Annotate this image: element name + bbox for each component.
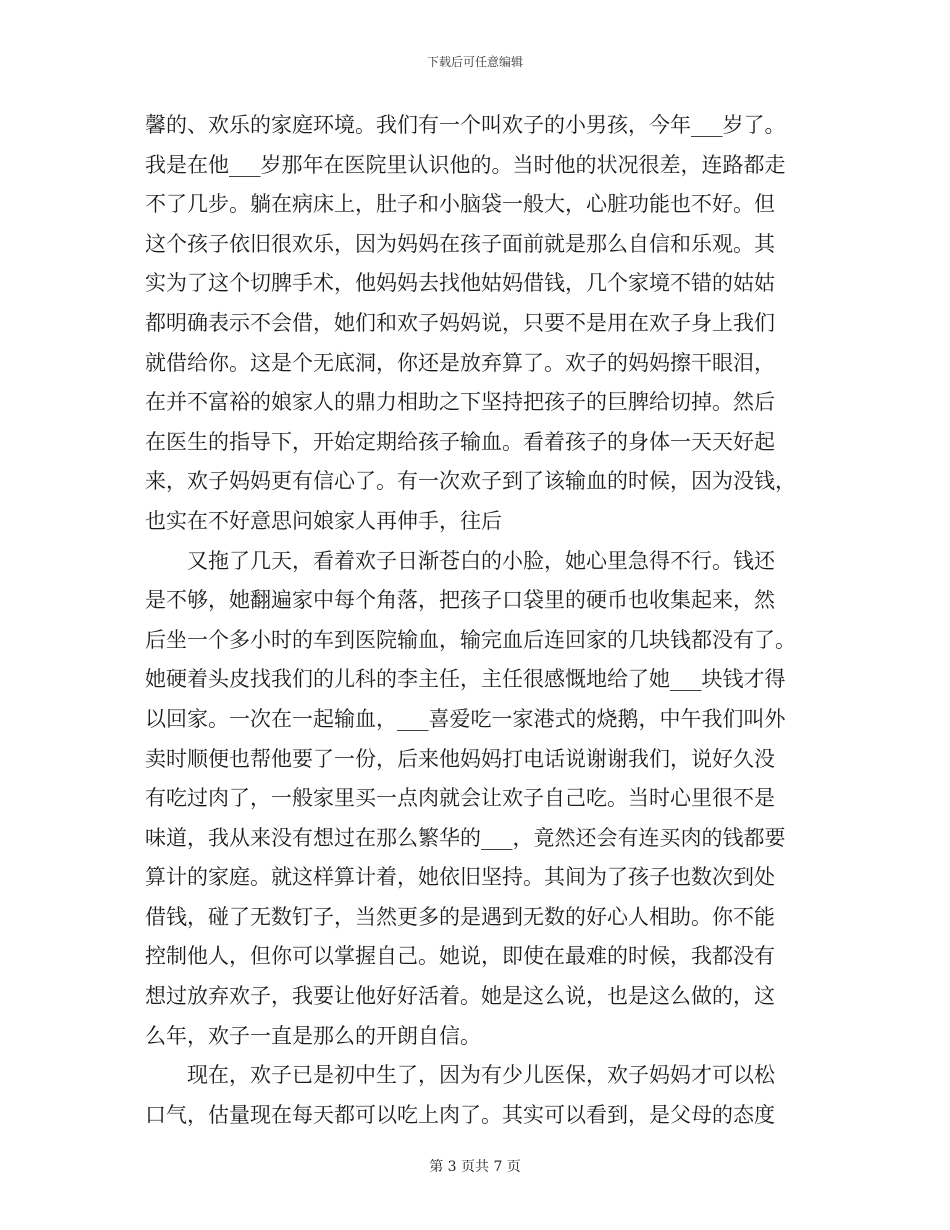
text-line: 口气，估量现在每天都可以吃上肉了。其实可以看到，是父母的态度 — [145, 1102, 775, 1127]
text-line: 也实在不好意思问娘家人再伸手，往后 — [145, 508, 502, 533]
text-line: 后坐一个多小时的车到医院输血，输完血后连回家的几块钱都没有了。 — [145, 627, 796, 652]
document-body — [145, 106, 810, 1135]
text-line: 想过放弃欢子，我要让他好好活着。她是这么说，也是这么做的，这 — [145, 984, 775, 1009]
page-number-footer: 第 3 页共 7 页 — [429, 1159, 521, 1175]
text-line: 算计的家庭。就这样算计着，她依旧坚持。其间为了孩子也数次到处 — [145, 865, 775, 890]
text-line: 实为了这个切脾手术，他妈妈去找他姑妈借钱，几个家境不错的姑姑 — [145, 271, 775, 296]
text-line: 她硬着头皮找我们的儿科的李主任，主任很感慨地给了她___块钱才得 — [145, 667, 786, 692]
page-header: 下载后可任意编辑 — [426, 55, 523, 69]
text-line: 有吃过肉了，一般家里买一点肉就会让欢子自己吃。当时心里很不是 — [145, 786, 775, 811]
paragraph-start-line: 又拖了几天，看着欢子日渐苍白的小脸，她心里急得不行。钱还 — [187, 548, 775, 573]
text-line: 么年，欢子一直是那么的开朗自信。 — [145, 1023, 481, 1048]
text-line: 是不够，她翻遍家中每个角落，把孩子口袋里的硬币也收集起来，然 — [145, 588, 775, 613]
text-line: 在医生的指导下，开始定期给孩子输血。看着孩子的身体一天天好起 — [145, 429, 775, 454]
text-line: 在并不富裕的娘家人的鼎力相助之下坚持把孩子的巨脾给切掉。然后 — [145, 390, 775, 415]
text-line: 借钱，碰了无数钉子，当然更多的是遇到无数的好心人相助。你不能 — [145, 904, 775, 929]
text-line: 以回家。一次在一起输血，___喜爱吃一家港式的烧鹅，中午我们叫外 — [145, 706, 786, 731]
text-line: 都明确表示不会借，她们和欢子妈妈说，只要不是用在欢子身上我们 — [145, 310, 775, 335]
text-line: 来，欢子妈妈更有信心了。有一次欢子到了该输血的时候，因为没钱， — [145, 469, 796, 494]
text-line: 馨的、欢乐的家庭环境。我们有一个叫欢子的小男孩，今年___岁了。 — [145, 113, 786, 137]
text-line: 我是在他___岁那年在医院里认识他的。当时他的状况很差，连路都走 — [145, 152, 786, 177]
paragraph-start-line: 现在，欢子已是初中生了，因为有少儿医保，欢子妈妈才可以松 — [187, 1063, 775, 1088]
text-line: 不了几步。躺在病床上，肚子和小脑袋一般大，心脏功能也不好。但 — [145, 192, 775, 217]
text-line: 这个孩子依旧很欢乐，因为妈妈在孩子面前就是那么自信和乐观。其 — [145, 231, 775, 256]
text-line: 控制他人，但你可以掌握自己。她说，即使在最难的时候，我都没有 — [145, 944, 775, 969]
text-line: 卖时顺便也帮他要了一份，后来他妈妈打电话说谢谢我们，说好久没 — [145, 746, 775, 771]
text-line: 就借给你。这是个无底洞，你还是放弃算了。欢子的妈妈擦干眼泪， — [145, 350, 775, 375]
text-line: 味道，我从来没有想过在那么繁华的___，竟然还会有连买肉的钱都要 — [145, 825, 786, 850]
